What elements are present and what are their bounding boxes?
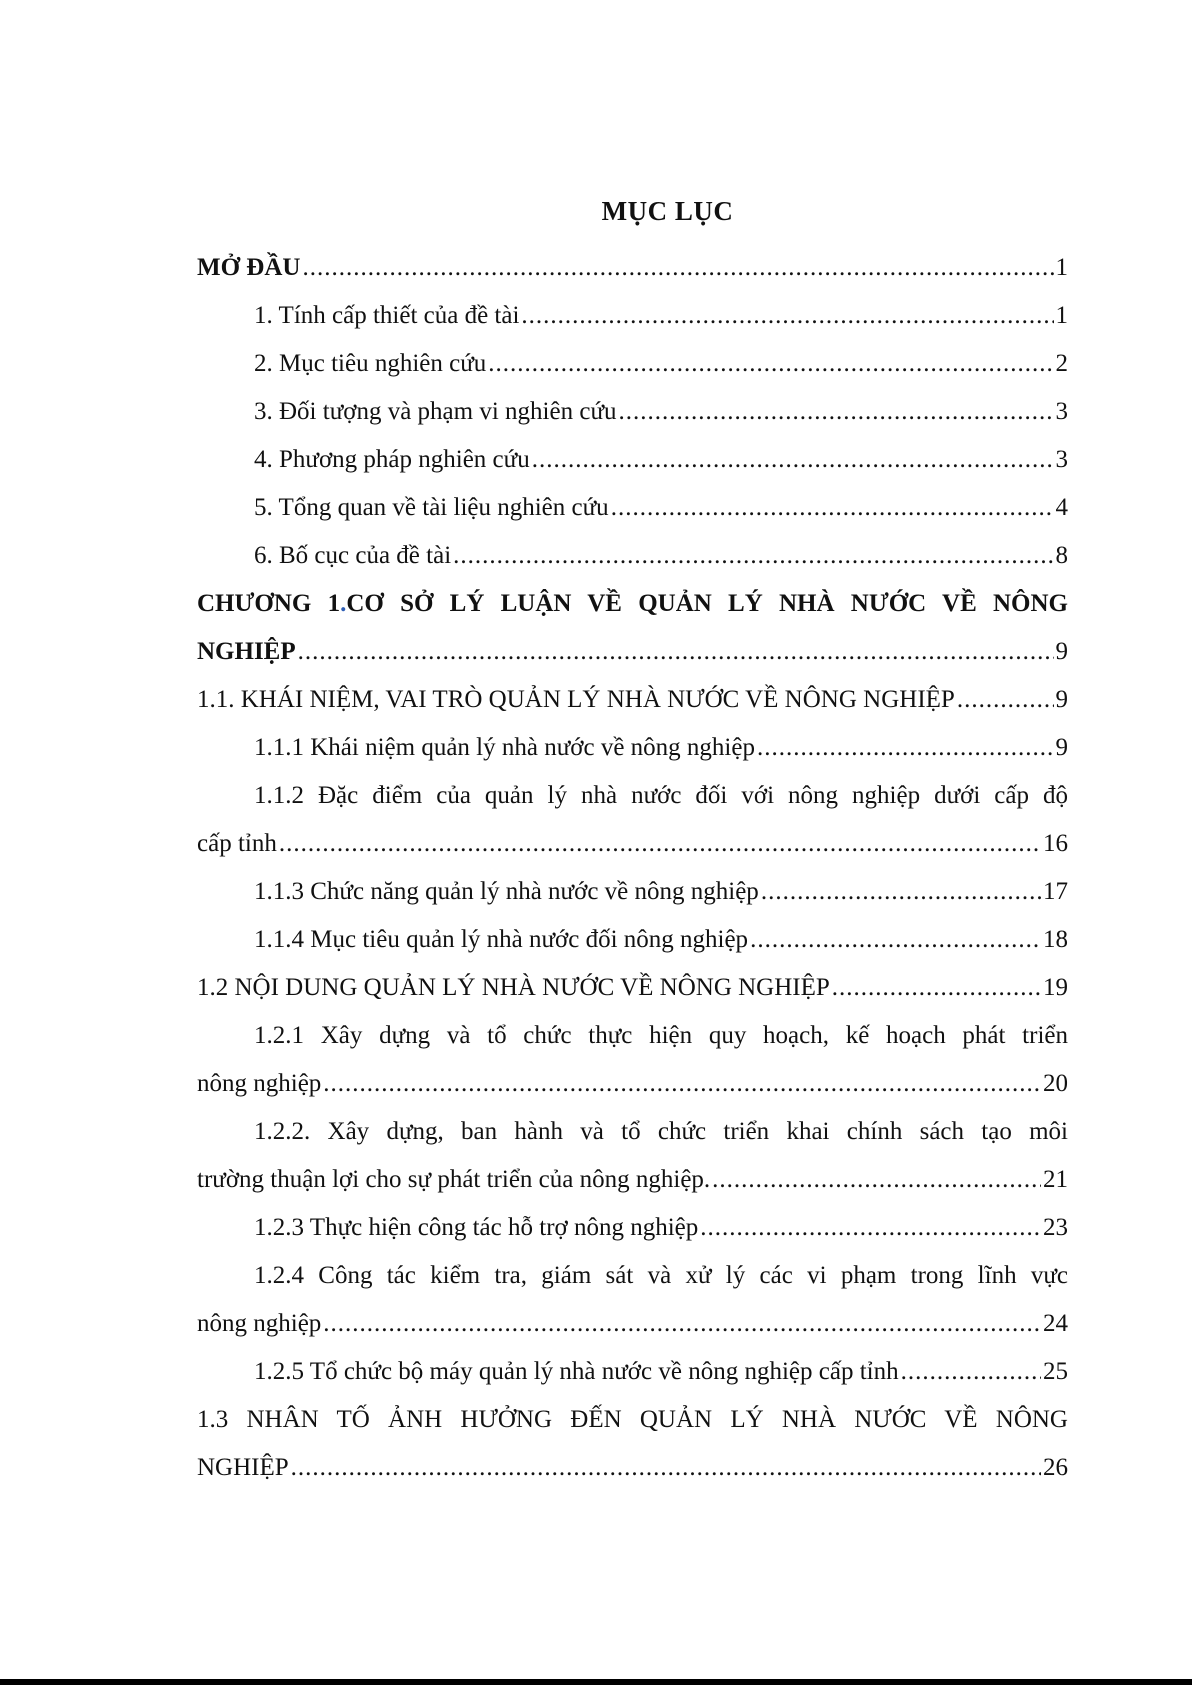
toc-page-number: 9 [1055,686,1068,713]
toc-page-number: 18 [1043,926,1068,953]
toc-entry-text-line1: 1.3 NHÂN TỐ ẢNH HƯỞNG ĐẾN QUẢN LÝ NHÀ NƯỚC VỀ NÔNG [197,1406,1068,1433]
page-title: MỤC LỤC [601,196,734,226]
dot-leader [761,868,1041,916]
dot-leader [488,340,1053,388]
toc-entry-section[interactable] [197,676,1068,724]
toc-entry-text-line1: 1.2.1 Xây dựng và tổ chức thực hiện quy hoạch, kế hoạch phát triển [254,1022,1068,1049]
toc-entry-text: 1.1.3 Chức năng quản lý nhà nước về nông nghiệp [254,878,759,905]
toc-entry-text: 1.2.5 Tổ chức bộ máy quản lý nhà nước về nông nghiệp cấp tỉnh [254,1358,899,1385]
toc-entry-intro[interactable] [197,244,1068,292]
dot-leader [453,532,1053,580]
toc-entry-text: 6. Bố cục của đề tài [254,542,452,569]
toc-page-number: 1 [1055,302,1068,329]
toc-entry-text: 5. Tổng quan về tài liệu nghiên cứu [254,494,609,521]
toc-page-number: 20 [1043,1070,1068,1097]
dot-leader [757,724,1054,772]
toc-entry[interactable] [197,1252,1068,1348]
toc-entry-text: MỞ ĐẦU [197,254,301,281]
toc-entry-text: 1.1.4 Mục tiêu quản lý nhà nước đối nông nghiệp [254,926,749,953]
toc-page-number: 4 [1055,494,1068,521]
bottom-border [0,1679,1192,1685]
toc-entry-text-line2: trường thuận lợi cho sự phát triển của nông nghiệp. [197,1166,711,1193]
toc-entry[interactable] [197,1012,1068,1108]
toc-entry-text-line2: NGHIỆP [197,638,296,665]
toc-page-number: 3 [1055,446,1068,473]
toc-entry[interactable] [197,724,1068,772]
toc-entry[interactable] [197,1204,1068,1252]
toc-entry[interactable] [197,916,1068,964]
chapter-title: CƠ SỞ LÝ LUẬN VỀ QUẢN LÝ NHÀ NƯỚC VỀ NÔNG [346,590,1068,617]
toc-page-number: 8 [1055,542,1068,569]
toc-entry[interactable] [197,292,1068,340]
dot-leader [521,292,1053,340]
toc-entry[interactable] [197,868,1068,916]
toc-entry-text: 1.1.1 Khái niệm quản lý nhà nước về nông nghiệp [254,734,755,761]
table-of-contents [197,244,1068,1492]
toc-page-number: 24 [1043,1310,1068,1337]
toc-entry-text-line1: 1.2.2. Xây dựng, ban hành và tổ chức triển khai chính sách tạo môi [254,1118,1068,1145]
toc-page-number: 2 [1055,350,1068,377]
toc-entry[interactable] [197,484,1068,532]
toc-entry-text-line2: nông nghiệp [197,1070,322,1097]
toc-page-number: 3 [1055,398,1068,425]
dot-leader [832,964,1041,1012]
toc-entry-text: 1.2.3 Thực hiện công tác hỗ trợ nông nghiệp [254,1214,699,1241]
dot-leader [750,916,1041,964]
toc-entry[interactable] [197,340,1068,388]
dot-leader [957,676,1054,724]
toc-entry-text: 3. Đối tượng và phạm vi nghiên cứu [254,398,617,425]
toc-entry-text-line1: 1.1.2 Đặc điểm của quản lý nhà nước đối với nông nghiệp dưới cấp độ [254,782,1068,809]
toc-entry[interactable] [197,388,1068,436]
toc-page-number: 1 [1055,254,1068,281]
dot-leader [291,1444,1041,1492]
toc-entry-text: 1.1. KHÁI NIỆM, VAI TRÒ QUẢN LÝ NHÀ NƯỚC VỀ NÔNG NGHIỆP [197,686,955,713]
toc-entry[interactable] [197,772,1068,868]
toc-entry[interactable] [197,532,1068,580]
toc-entry[interactable] [197,1108,1068,1204]
dot-leader [619,388,1054,436]
toc-entry-text-line1: 1.2.4 Công tác kiểm tra, giám sát và xử lý các vi phạm trong lĩnh vực [254,1262,1068,1289]
toc-entry-section[interactable] [197,1396,1068,1492]
toc-entry-text: 1.2 NỘI DUNG QUẢN LÝ NHÀ NƯỚC VỀ NÔNG NGHIỆP [197,974,830,1001]
toc-page-number: 19 [1043,974,1068,1001]
toc-entry[interactable] [197,1348,1068,1396]
dot-leader [611,484,1054,532]
toc-entry-text-line2: nông nghiệp [197,1310,322,1337]
toc-page-number: 9 [1055,638,1068,665]
toc-entry-text-line2: NGHIỆP [197,1454,289,1481]
dot-leader [279,820,1041,868]
toc-page-number: 16 [1043,830,1068,857]
toc-entry-text-line1 [197,580,1068,628]
toc-entry[interactable] [197,436,1068,484]
dot-leader [700,1204,1041,1252]
toc-page-number: 21 [1043,1166,1068,1193]
toc-page-number: 17 [1043,878,1068,905]
chapter-separator: . [340,590,347,617]
toc-page-number: 23 [1043,1214,1068,1241]
toc-entry-text-line2: cấp tỉnh [197,830,277,857]
toc-entry-text: 2. Mục tiêu nghiên cứu [254,350,487,377]
dot-leader [712,1156,1041,1204]
toc-entry-chapter-1[interactable] [197,580,1068,676]
toc-page-number: 9 [1055,734,1068,761]
chapter-label: CHƯƠNG 1 [197,590,341,617]
toc-entry-text: 1. Tính cấp thiết của đề tài [254,302,520,329]
dot-leader [532,436,1054,484]
dot-leader [302,244,1053,292]
dot-leader [901,1348,1041,1396]
dot-leader [323,1300,1041,1348]
toc-page-number: 25 [1043,1358,1068,1385]
toc-page-number: 26 [1043,1454,1068,1481]
dot-leader [323,1060,1041,1108]
toc-entry-section[interactable] [197,964,1068,1012]
toc-entry-text: 4. Phương pháp nghiên cứu [254,446,530,473]
dot-leader [298,628,1054,676]
